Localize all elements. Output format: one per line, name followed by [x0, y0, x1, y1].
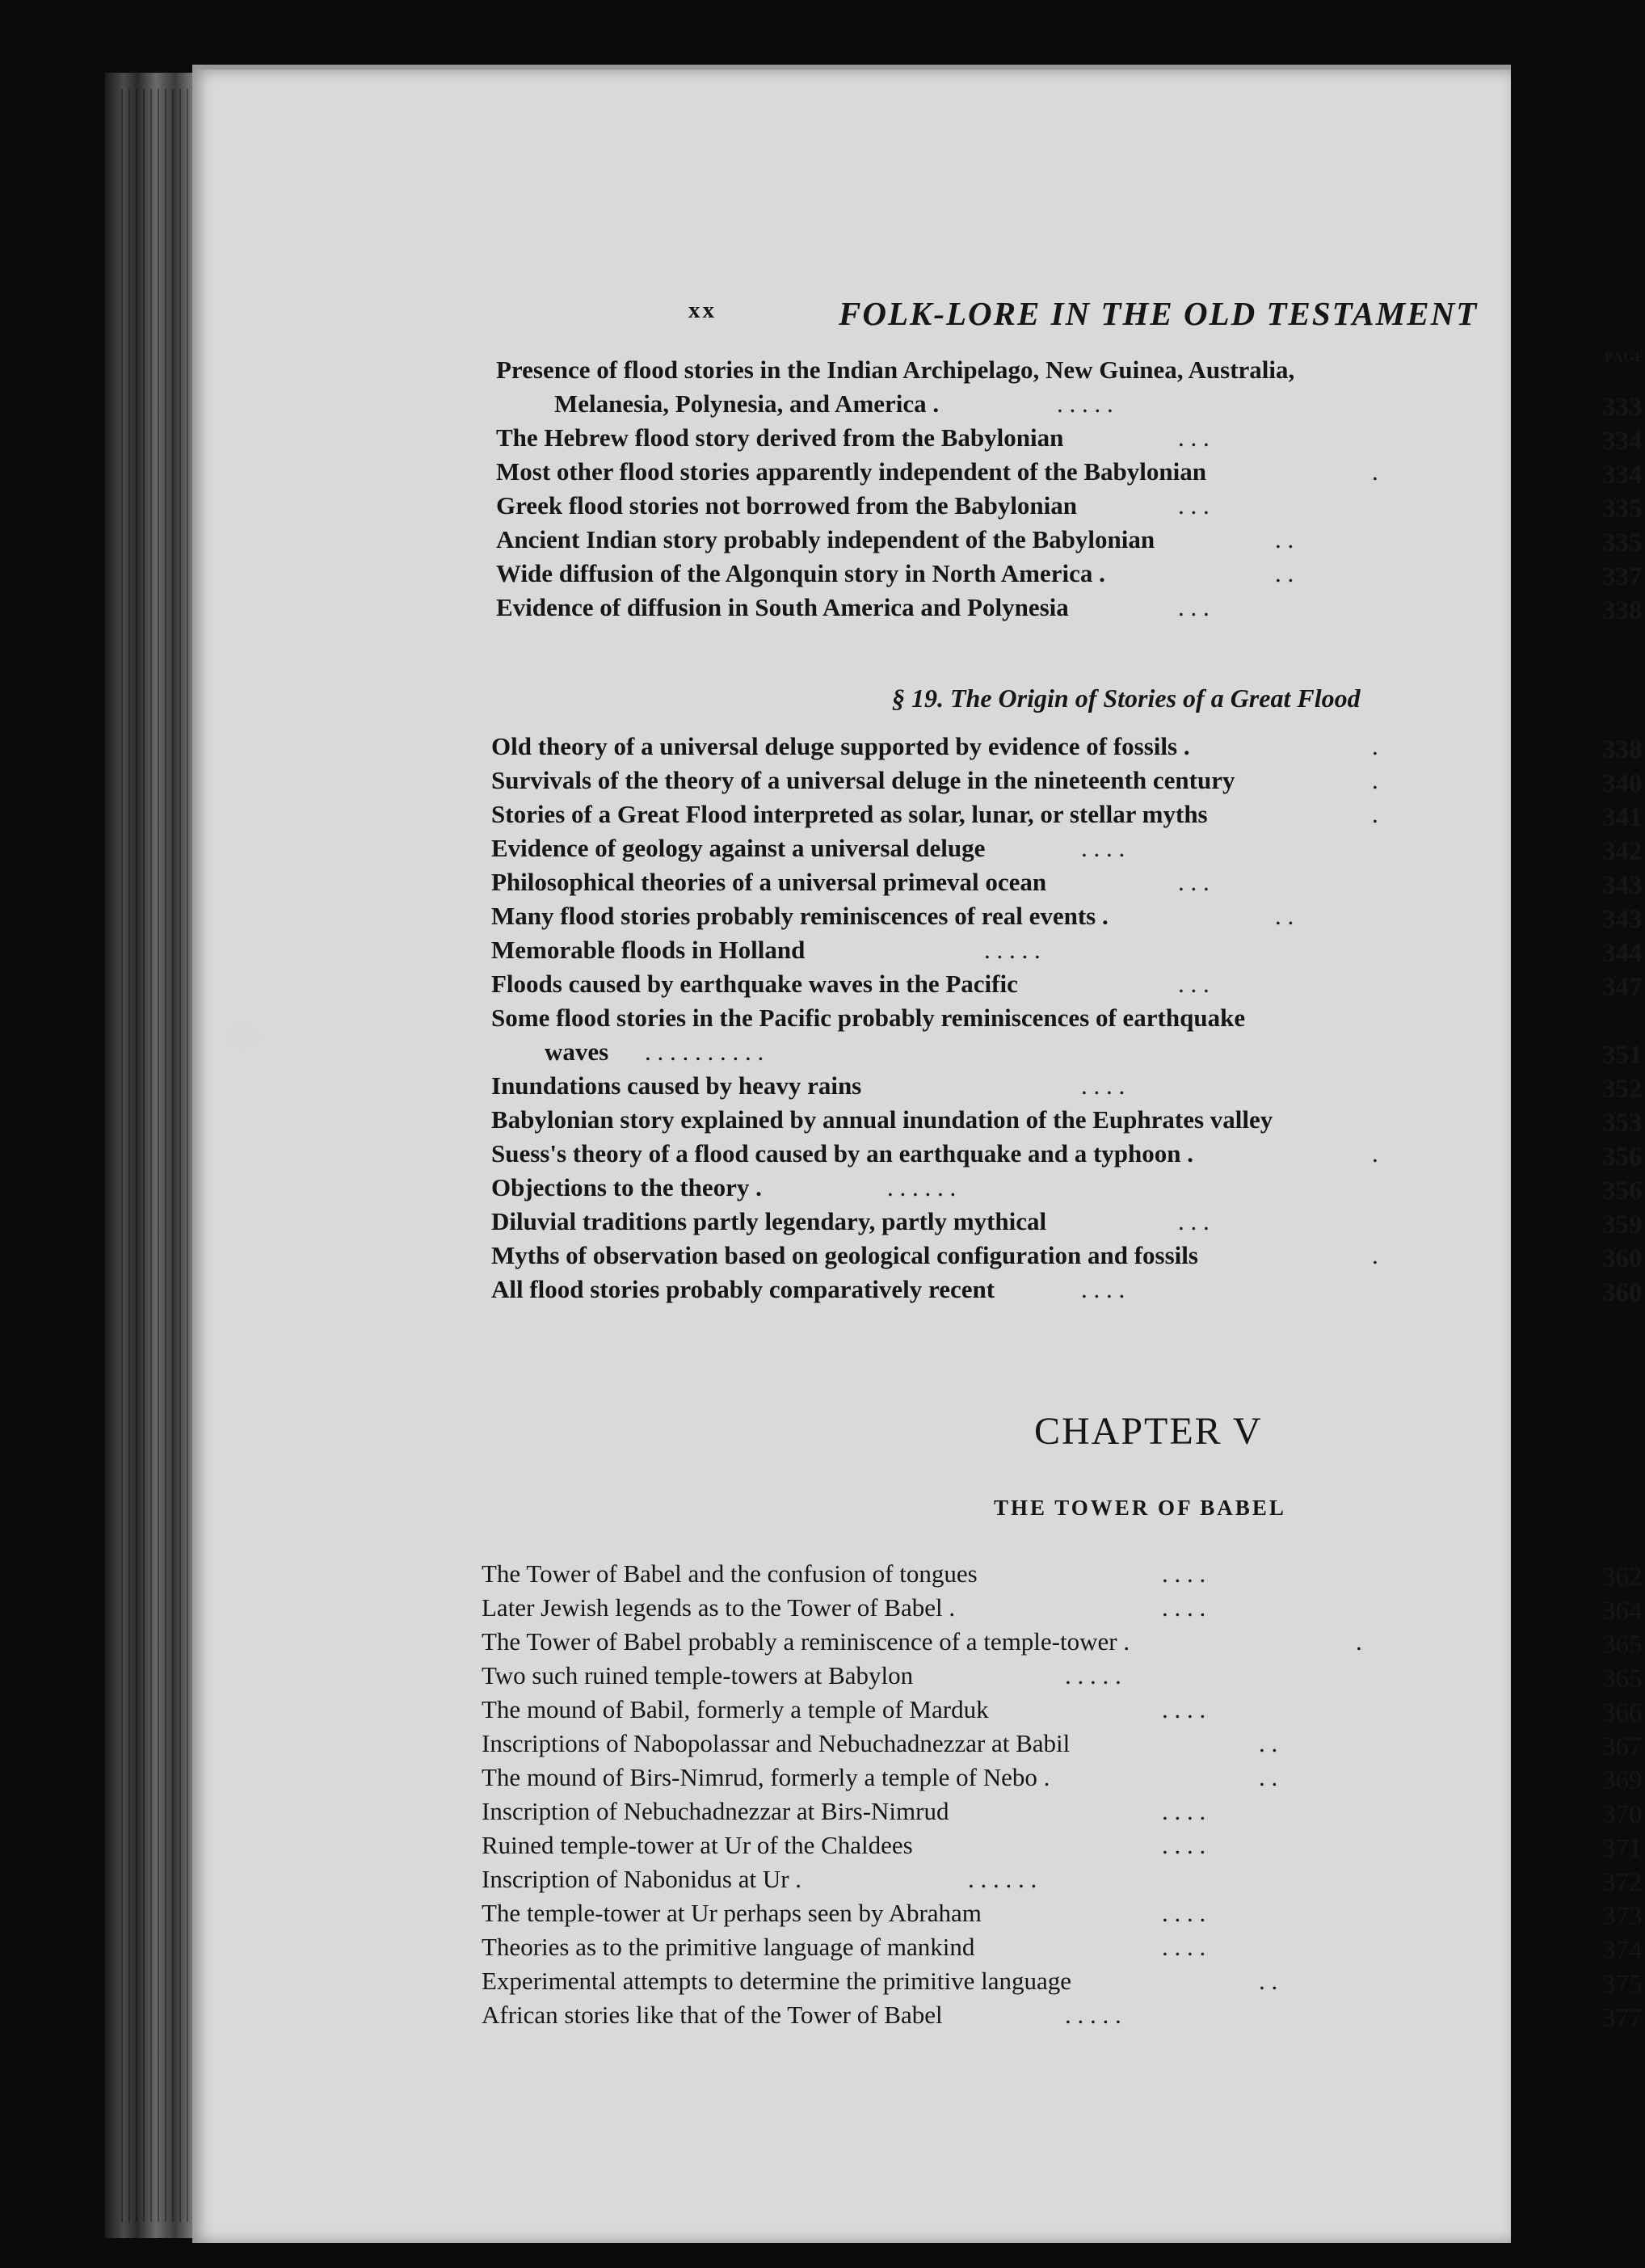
leader-dots: . — [1372, 457, 1378, 486]
page-number: 337 — [1602, 562, 1643, 591]
leader-dots: . . . . — [1162, 1695, 1206, 1723]
contents-entry-text: Experimental attempts to determine the primitive language — [482, 1967, 1071, 1995]
contents-entry-text: Presence of flood stories in the Indian Archipelago, New Guinea, Australia, — [496, 356, 1295, 384]
page-number: 365 — [1602, 1664, 1643, 1694]
leader-dots: . . . . — [1162, 1797, 1206, 1825]
contents-entry-text: Old theory of a universal deluge supported by evidence of fossils . — [491, 732, 1190, 760]
page-number: 366 — [1602, 1698, 1643, 1727]
leader-dots: . . . . — [1162, 1899, 1206, 1927]
leader-dots: . — [1372, 766, 1378, 794]
leader-dots: . . . . . — [1065, 1661, 1121, 1689]
leader-dots: . . . . — [1081, 1275, 1125, 1303]
page-number: 377 — [1602, 2004, 1643, 2033]
page-number: 353 — [1602, 1109, 1643, 1138]
page-number: 338 — [1602, 735, 1643, 764]
page-number: 342 — [1602, 837, 1643, 866]
leader-dots: . . . . . — [984, 936, 1041, 964]
contents-entry-text: Inscription of Nebuchadnezzar at Birs-Nimrud — [482, 1797, 949, 1825]
leader-dots: . . . . — [1162, 1559, 1206, 1588]
contents-entry-text: The mound of Babil, formerly a temple of Marduk — [482, 1695, 989, 1723]
page-number: 340 — [1602, 769, 1643, 798]
leader-dots: . . — [1275, 902, 1294, 930]
page-number: 371 — [1602, 1834, 1643, 1863]
page-number: 365 — [1602, 1631, 1643, 1660]
book-page — [192, 65, 1645, 2243]
contents-entry-text: Most other flood stories apparently independent of the Babylonian — [496, 457, 1206, 486]
page-number: 373 — [1602, 1902, 1643, 1931]
contents-entry-text: Memorable floods in Holland — [491, 936, 806, 964]
contents-entry-text: The mound of Birs-Nimrud, formerly a temple of Nebo . — [482, 1763, 1050, 1791]
page-number: 335 — [1602, 528, 1643, 558]
leader-dots: . . . — [1178, 593, 1210, 621]
contents-entry-text: Diluvial traditions partly legendary, partly mythical — [491, 1207, 1047, 1235]
contents-entry-text: Later Jewish legends as to the Tower of Babel . — [482, 1593, 956, 1622]
leader-dots: . . . — [1178, 970, 1210, 998]
page-edges — [121, 89, 194, 2222]
contents-entry-text: Theories as to the primitive language of mankind — [482, 1933, 975, 1961]
page-number: 352 — [1602, 1075, 1643, 1104]
page-number: 335 — [1602, 494, 1643, 524]
chapter-subtitle: THE TOWER OF BABEL — [994, 1496, 1286, 1520]
contents-entry-text: Many flood stories probably reminiscences of real events . — [491, 902, 1109, 930]
leader-dots: . . . . — [1081, 1071, 1125, 1100]
leader-dots: . . . . . — [1057, 389, 1113, 418]
page-number: 367 — [1602, 1732, 1643, 1761]
contents-entry-text: Evidence of geology against a universal deluge — [491, 834, 986, 862]
page-number: 375 — [1602, 1970, 1643, 1999]
leader-dots: . . . . . — [1065, 2001, 1121, 2029]
page-number: 364 — [1602, 1597, 1643, 1626]
contents-entry-text: Stories of a Great Flood interpreted as solar, lunar, or stellar myths — [491, 800, 1208, 828]
leader-dots: . . . — [1178, 423, 1210, 452]
contents-entry-text: Myths of observation based on geological configuration and fossils — [491, 1241, 1198, 1269]
contents-entry-text: Objections to the theory . — [491, 1173, 762, 1201]
leader-dots: . . — [1259, 1763, 1278, 1791]
contents-entry-text: Philosophical theories of a universal primeval ocean — [491, 868, 1047, 896]
leader-dots: . . . . — [1162, 1593, 1206, 1622]
page-column-label: PAGE — [1605, 349, 1645, 364]
leader-dots: . . . . . . . . . . — [645, 1037, 764, 1066]
page-number: 333 — [1602, 393, 1643, 422]
page-number: 343 — [1602, 905, 1643, 934]
page-number: 374 — [1602, 1936, 1643, 1965]
section-heading: § 19. The Origin of Stories of a Great Flood — [892, 684, 1361, 713]
page-number: 341 — [1602, 803, 1643, 832]
contents-entry-text: Ruined temple-tower at Ur of the Chaldees — [482, 1831, 913, 1859]
leader-dots: . . . . . . — [887, 1173, 957, 1201]
leader-dots: . . . — [1178, 1207, 1210, 1235]
page-number: 362 — [1602, 1563, 1643, 1592]
contents-entry-text: waves — [545, 1037, 609, 1066]
leader-dots: . — [1372, 800, 1378, 828]
contents-entry-text: Babylonian story explained by annual inundation of the Euphrates valley — [491, 1105, 1273, 1134]
contents-entry-text: Greek flood stories not borrowed from the Babylonian — [496, 491, 1078, 520]
page-number: 360 — [1602, 1278, 1643, 1307]
contents-entry-text: The Tower of Babel and the confusion of tongues — [482, 1559, 978, 1588]
page-number: 344 — [1602, 939, 1643, 968]
contents-entry-text: African stories like that of the Tower of Babel — [482, 2001, 943, 2029]
leader-dots: . . . . . . — [968, 1865, 1037, 1893]
contents-entry-text: Floods caused by earthquake waves in the Pacific — [491, 970, 1018, 998]
page-number: 356 — [1602, 1176, 1643, 1206]
leader-dots: . . — [1259, 1729, 1278, 1757]
contents-entry-text: The Tower of Babel probably a reminiscence of a temple-tower . — [482, 1627, 1130, 1656]
chapter-title: CHAPTER V — [1034, 1410, 1263, 1453]
leader-dots: . . — [1275, 525, 1294, 553]
contents-entry-text: Inundations caused by heavy rains — [491, 1071, 862, 1100]
page-number: 343 — [1602, 871, 1643, 900]
leader-dots: . . . . — [1081, 834, 1125, 862]
contents-entry-text: Inscriptions of Nabopolassar and Nebuchadnezzar at Babil — [482, 1729, 1071, 1757]
leader-dots: . . . . — [1162, 1933, 1206, 1961]
contents-entry-text: The temple-tower at Ur perhaps seen by Abraham — [482, 1899, 982, 1927]
contents-entry-text: The Hebrew flood story derived from the Babylonian — [496, 423, 1064, 452]
page-number: 356 — [1602, 1142, 1643, 1172]
page-number: 370 — [1602, 1800, 1643, 1829]
leader-dots: . — [1356, 1627, 1362, 1656]
contents-entry-text: Ancient Indian story probably independent of the Babylonian — [496, 525, 1155, 553]
page-number: 351 — [1602, 1041, 1643, 1070]
page-number: 334 — [1602, 427, 1643, 456]
running-title: FOLK-LORE IN THE OLD TESTAMENT — [839, 295, 1479, 332]
leader-dots: . — [1372, 1139, 1378, 1168]
page-number: 359 — [1602, 1210, 1643, 1239]
page-number: 369 — [1602, 1766, 1643, 1795]
contents-entry-text: Inscription of Nabonidus at Ur . — [482, 1865, 802, 1893]
page-numeral: xx — [688, 297, 717, 323]
leader-dots: . — [1372, 1241, 1378, 1269]
contents-entry-text: Two such ruined temple-towers at Babylon — [482, 1661, 914, 1689]
leader-dots: . — [1372, 732, 1378, 760]
leader-dots: . . — [1259, 1967, 1278, 1995]
contents-entry-text: All flood stories probably comparatively recent — [491, 1275, 995, 1303]
contents-entry-text: Survivals of the theory of a universal deluge in the nineteenth century — [491, 766, 1235, 794]
page-number: 360 — [1602, 1244, 1643, 1273]
leader-dots: . . . — [1178, 491, 1210, 520]
page-number: 334 — [1602, 461, 1643, 490]
contents-entry-text: Melanesia, Polynesia, and America . — [554, 389, 940, 418]
leader-dots: . . . . — [1162, 1831, 1206, 1859]
leader-dots: . . — [1275, 559, 1294, 587]
contents-entry-text: Some flood stories in the Pacific probably reminiscences of earthquake — [491, 1004, 1246, 1032]
contents-entry-text: Evidence of diffusion in South America and Polynesia — [496, 593, 1069, 621]
margin-smudge — [226, 1025, 260, 1049]
page-number: 372 — [1602, 1868, 1643, 1897]
page-number: 347 — [1602, 973, 1643, 1002]
leader-dots: . . . — [1178, 868, 1210, 896]
page-number: 338 — [1602, 596, 1643, 625]
contents-entry-text: Suess's theory of a flood caused by an earthquake and a typhoon . — [491, 1139, 1194, 1168]
contents-entry-text: Wide diffusion of the Algonquin story in North America . — [496, 559, 1105, 587]
